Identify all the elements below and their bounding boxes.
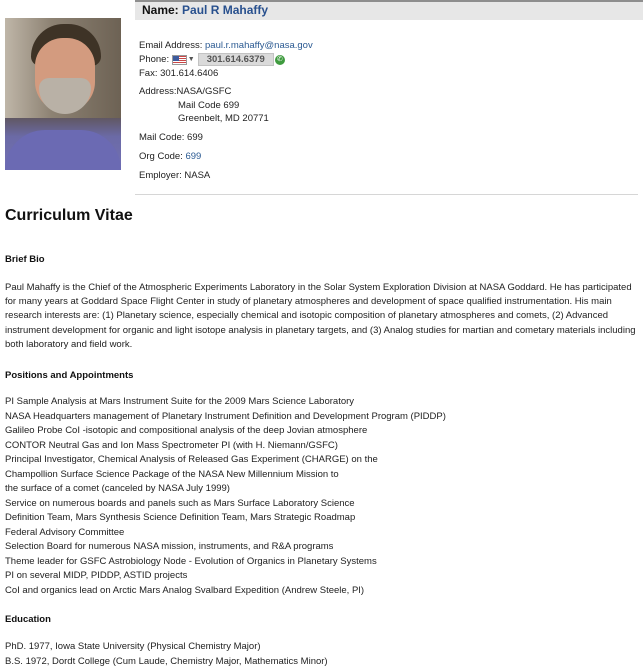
address-line-3: Greenbelt, MD 20771	[178, 113, 269, 124]
list-item: PI on several MIDP, PIDDP, ASTID projects	[5, 570, 188, 581]
list-item: NASA Headquarters management of Planetary Instrument Definition and Development Program (PIDDP)	[5, 410, 446, 422]
list-item: Champollion Surface Science Package of the NASA New Millennium Mission to	[5, 468, 339, 480]
profile-photo	[5, 18, 121, 170]
person-name: Paul R Mahaffy	[182, 3, 269, 17]
org-code-link[interactable]: 699	[185, 151, 202, 162]
org-code-row	[139, 151, 201, 162]
chevron-down-icon[interactable]: ▼	[187, 56, 195, 63]
us-flag-icon	[172, 55, 187, 65]
list-item: Galileo Probe CoI -isotopic and compositional analysis of the deep Jovian atmosphere	[5, 425, 368, 436]
list-item: PI Sample Analysis at Mars Instrument Suite for the 2009 Mars Science Laboratory	[5, 396, 355, 407]
email-link[interactable]: paul.r.mahaffy@nasa.gov	[205, 40, 313, 51]
brief-bio-heading: Brief Bio	[5, 254, 45, 265]
list-item: Federal Advisory Committee	[5, 526, 125, 538]
address-line-1: NASA/GSFC	[176, 86, 232, 97]
phone-number[interactable]: 301.614.6379	[198, 53, 274, 66]
list-item: Selection Board for numerous NASA mission, instruments, and R&A programs	[5, 541, 334, 552]
positions-heading: Positions and Appointments	[5, 370, 134, 381]
list-item: Definition Team, Mars Synthesis Science Definition Team, Mars Strategic Roadmap	[5, 512, 356, 523]
education-list	[5, 640, 328, 669]
list-item: Service on numerous boards and panels such as Mars Surface Laboratory Science	[5, 497, 355, 509]
list-item: Theme leader for GSFC Astrobiology Node - Evolution of Organics in Planetary Systems	[5, 555, 377, 567]
mail-code: Mail Code: 699	[139, 132, 203, 143]
list-item: the surface of a comet (canceled by NASA July 1999)	[5, 483, 230, 494]
positions-list	[5, 395, 446, 598]
name-label: Name:	[142, 3, 179, 17]
employer: Employer: NASA	[139, 170, 211, 181]
list-item: CoI and organics lead on Arctic Mars Analog Svalbard Expedition (Andrew Steele, PI)	[5, 584, 365, 596]
brief-bio-text: Paul Mahaffy is the Chief of the Atmospheric Experiments Laboratory in the Solar System Exploration Division at NASA Goddard. He has participated for many years at Goddard Space Flight Center in study of planetary atmospheres and development of space qualified instrumentation. His main research interests are: (1) Planetary science, especially chemical and isotopic composition of planetary atmospheres and comets, (2) Advanced instrument development for organic and light isotope analysis in planetary targets, and (3) Analog studies for martian and cometary materials including both laboratory and field work.	[5, 282, 636, 350]
name-bar	[135, 0, 643, 20]
list-item: PhD. 1977, Iowa State University (Physical Chemistry Major)	[5, 641, 261, 652]
list-item: B.S. 1972, Dordt College (Cum Laude, Chemistry Major, Mathematics Minor)	[5, 655, 328, 667]
phone-label: Phone:	[139, 54, 170, 66]
list-item: Principal Investigator, Chemical Analysis of Released Gas Experiment (CHARGE) on the	[5, 454, 378, 465]
email-label: Email Address:	[139, 40, 203, 51]
call-icon[interactable]: ✆	[275, 55, 285, 65]
address-label: Address:	[139, 86, 177, 97]
fax-row: Fax: 301.614.6406	[139, 68, 219, 79]
address-row	[139, 86, 231, 97]
address-line-2: Mail Code 699	[178, 100, 240, 111]
list-item: CONTOR Neutral Gas and Ion Mass Spectrometer PI (with H. Niemann/GSFC)	[5, 439, 338, 451]
page-title: Curriculum Vitae	[5, 207, 133, 224]
phone-widget[interactable]	[172, 53, 285, 66]
contact-info-panel	[135, 0, 638, 195]
org-code-label: Org Code:	[139, 151, 183, 162]
email-row	[139, 40, 313, 51]
education-heading: Education	[5, 614, 51, 625]
phone-row	[139, 53, 285, 66]
